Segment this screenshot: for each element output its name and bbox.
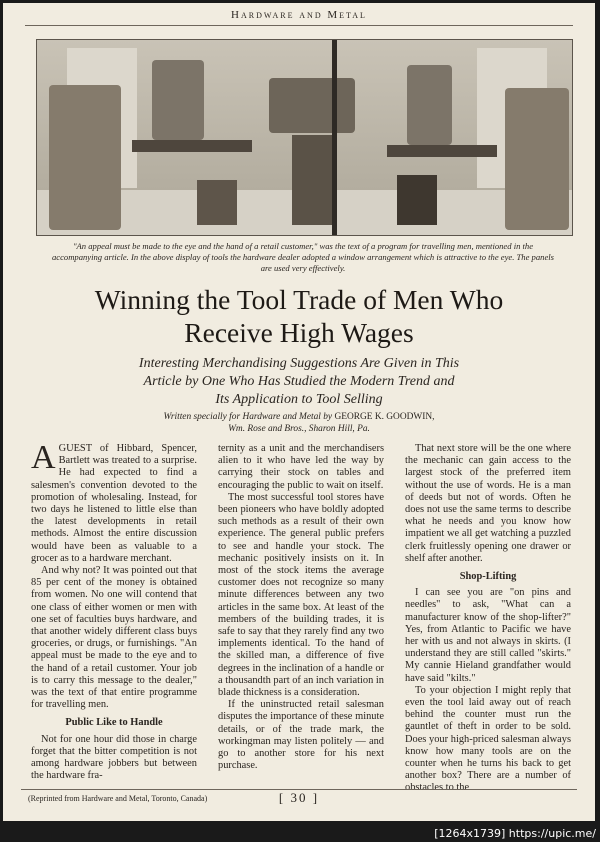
running-header: Hardware and Metal — [231, 9, 367, 21]
paragraph: If the uninstructed retail salesman disputes the importance of these minute details, or of the trade mark, the workingman may listen politely — and go to another store for his next purchase. — [218, 699, 384, 772]
subtitle-line: Interesting Merchandising Suggestions Are Given in This — [138, 356, 460, 371]
tool-panel — [152, 60, 204, 140]
title-line: Receive High Wages — [184, 317, 414, 348]
tool-panel — [407, 65, 452, 145]
paragraph — [31, 439, 197, 565]
photo-caption: "An appeal must be made to the eye and the hand of a retail customer," was the text of a program for travelling men, mentioned in the accompanying article. In the above display of tools the hardware dealer adopted a window arrangement which is attractive to the eye. The panels are used very effectively. — [51, 241, 554, 273]
tool-bench — [197, 180, 237, 225]
text-column-1 — [31, 439, 197, 782]
byline — [3, 411, 595, 435]
header-rule — [25, 25, 573, 26]
paragraph-text: GUEST of Hibbard, Spencer, Bartlett was treated to a surprise. He had expected to find a salesmen's convention devoted to the promotion of wholesaling. Instead, for two days he listened to little else than the latest developments in retail methods. Almost the entire discussion would have been as valuable to a grocer as to a hardware merchant. — [31, 443, 197, 564]
paragraph: I can see you are "on pins and needles" to ask, "What can a manufacturer know of the shop-lifter?" Yes, from Atlantic to Pacific we have her with us and not always in skirts. (I understand they are still called "skirts." My cannie Hieland grandfather would have said "kilts." — [405, 587, 571, 684]
tool-bench — [292, 135, 332, 225]
article-title — [3, 283, 595, 349]
tool-bench — [387, 145, 497, 157]
text-column-3 — [405, 443, 571, 795]
byline-affiliation: Wm. Rose and Bros., Sharon Hill, Pa. — [228, 424, 370, 434]
page-number: [ 30 ] — [278, 790, 320, 805]
subtitle-line: Article by One Who Has Studied the Modern Trend and — [143, 374, 455, 389]
reprint-note: (Reprinted from Hardware and Metal, Toronto, Canada) — [28, 794, 208, 803]
paragraph: And why not? It was pointed out that 85 per cent of the money is obtained from women. No one will contend that one class of either women or men with one set of faculties buys hardware, and that another widely different class buys groceries, or drugs, or furnishings. "An appeal must be made to the eye and to the hand of a retail customer. Your job is to carry this message to the dealer," was the text of that entire programme for travelling men. — [31, 565, 197, 711]
tool-panel — [505, 88, 569, 230]
paragraph: Not for one hour did those in charge forget that the bitter competition is not among hardware jobbers but between the hardware fra- — [31, 733, 197, 782]
paragraph: The most successful tool stores have been pioneers who have boldly adopted such methods as a result of their own experience. The general public prefers to see and handle your stock. The mechanic positively insists on it. In most of the stock items the average customer does not recognize so many minute differences between any two articles in the same box. At least of the members of the building trades, it is safe to say that they rarely find any two implements identical. To the hand of the skilled man, a difference of five degrees in the inclination of a handle or a thousandth part of an inch variation in blade thickness is a consideration. — [218, 491, 384, 699]
tool-bench — [397, 175, 437, 225]
drop-cap: A — [31, 439, 56, 476]
paragraph: That next store will be the one where the mechanic can gain access to the largest stock of the preferred item without the use of words. He is a man of deeds but not of words. Often he does not use the same terms to describe what he needs and you know how impatient we all get watching a puzzled clerk fruitlessly opening one drawer or shelf after another. — [405, 443, 571, 564]
magazine-page — [3, 3, 595, 821]
tool-bench — [132, 140, 252, 152]
watermark-link[interactable]: [1264x1739] https://upic.me/ — [434, 827, 596, 840]
paragraph: To your objection I might reply that even the tool laid away out of reach behind the counter must run the gauntlet of theft in order to be sold. Does your high-priced salesman always know how many tools are on the counter when he turns his back to get another box? There are a number of obstacles to the — [405, 684, 571, 794]
article-subtitle — [3, 355, 595, 409]
title-line: Winning the Tool Trade of Men Who — [94, 284, 504, 315]
tool-display-photo — [36, 39, 573, 236]
byline-prefix: Written specially for Hardware and Metal by — [163, 412, 333, 422]
text-column-2 — [218, 443, 384, 772]
tool-panel — [49, 85, 121, 230]
section-heading: Shop-Lifting — [459, 571, 517, 583]
byline-author: GEORGE K. GOODWIN, — [334, 412, 435, 422]
display-pole — [332, 40, 337, 235]
section-heading: Public Like to Handle — [65, 717, 163, 729]
subtitle-line: Its Application to Tool Selling — [215, 392, 383, 407]
paragraph: ternity as a unit and the merchandisers alien to it who have led the way by carrying their stock on tables and encouraging the public to wait on itself. — [218, 443, 384, 491]
tool-panel — [269, 78, 355, 133]
